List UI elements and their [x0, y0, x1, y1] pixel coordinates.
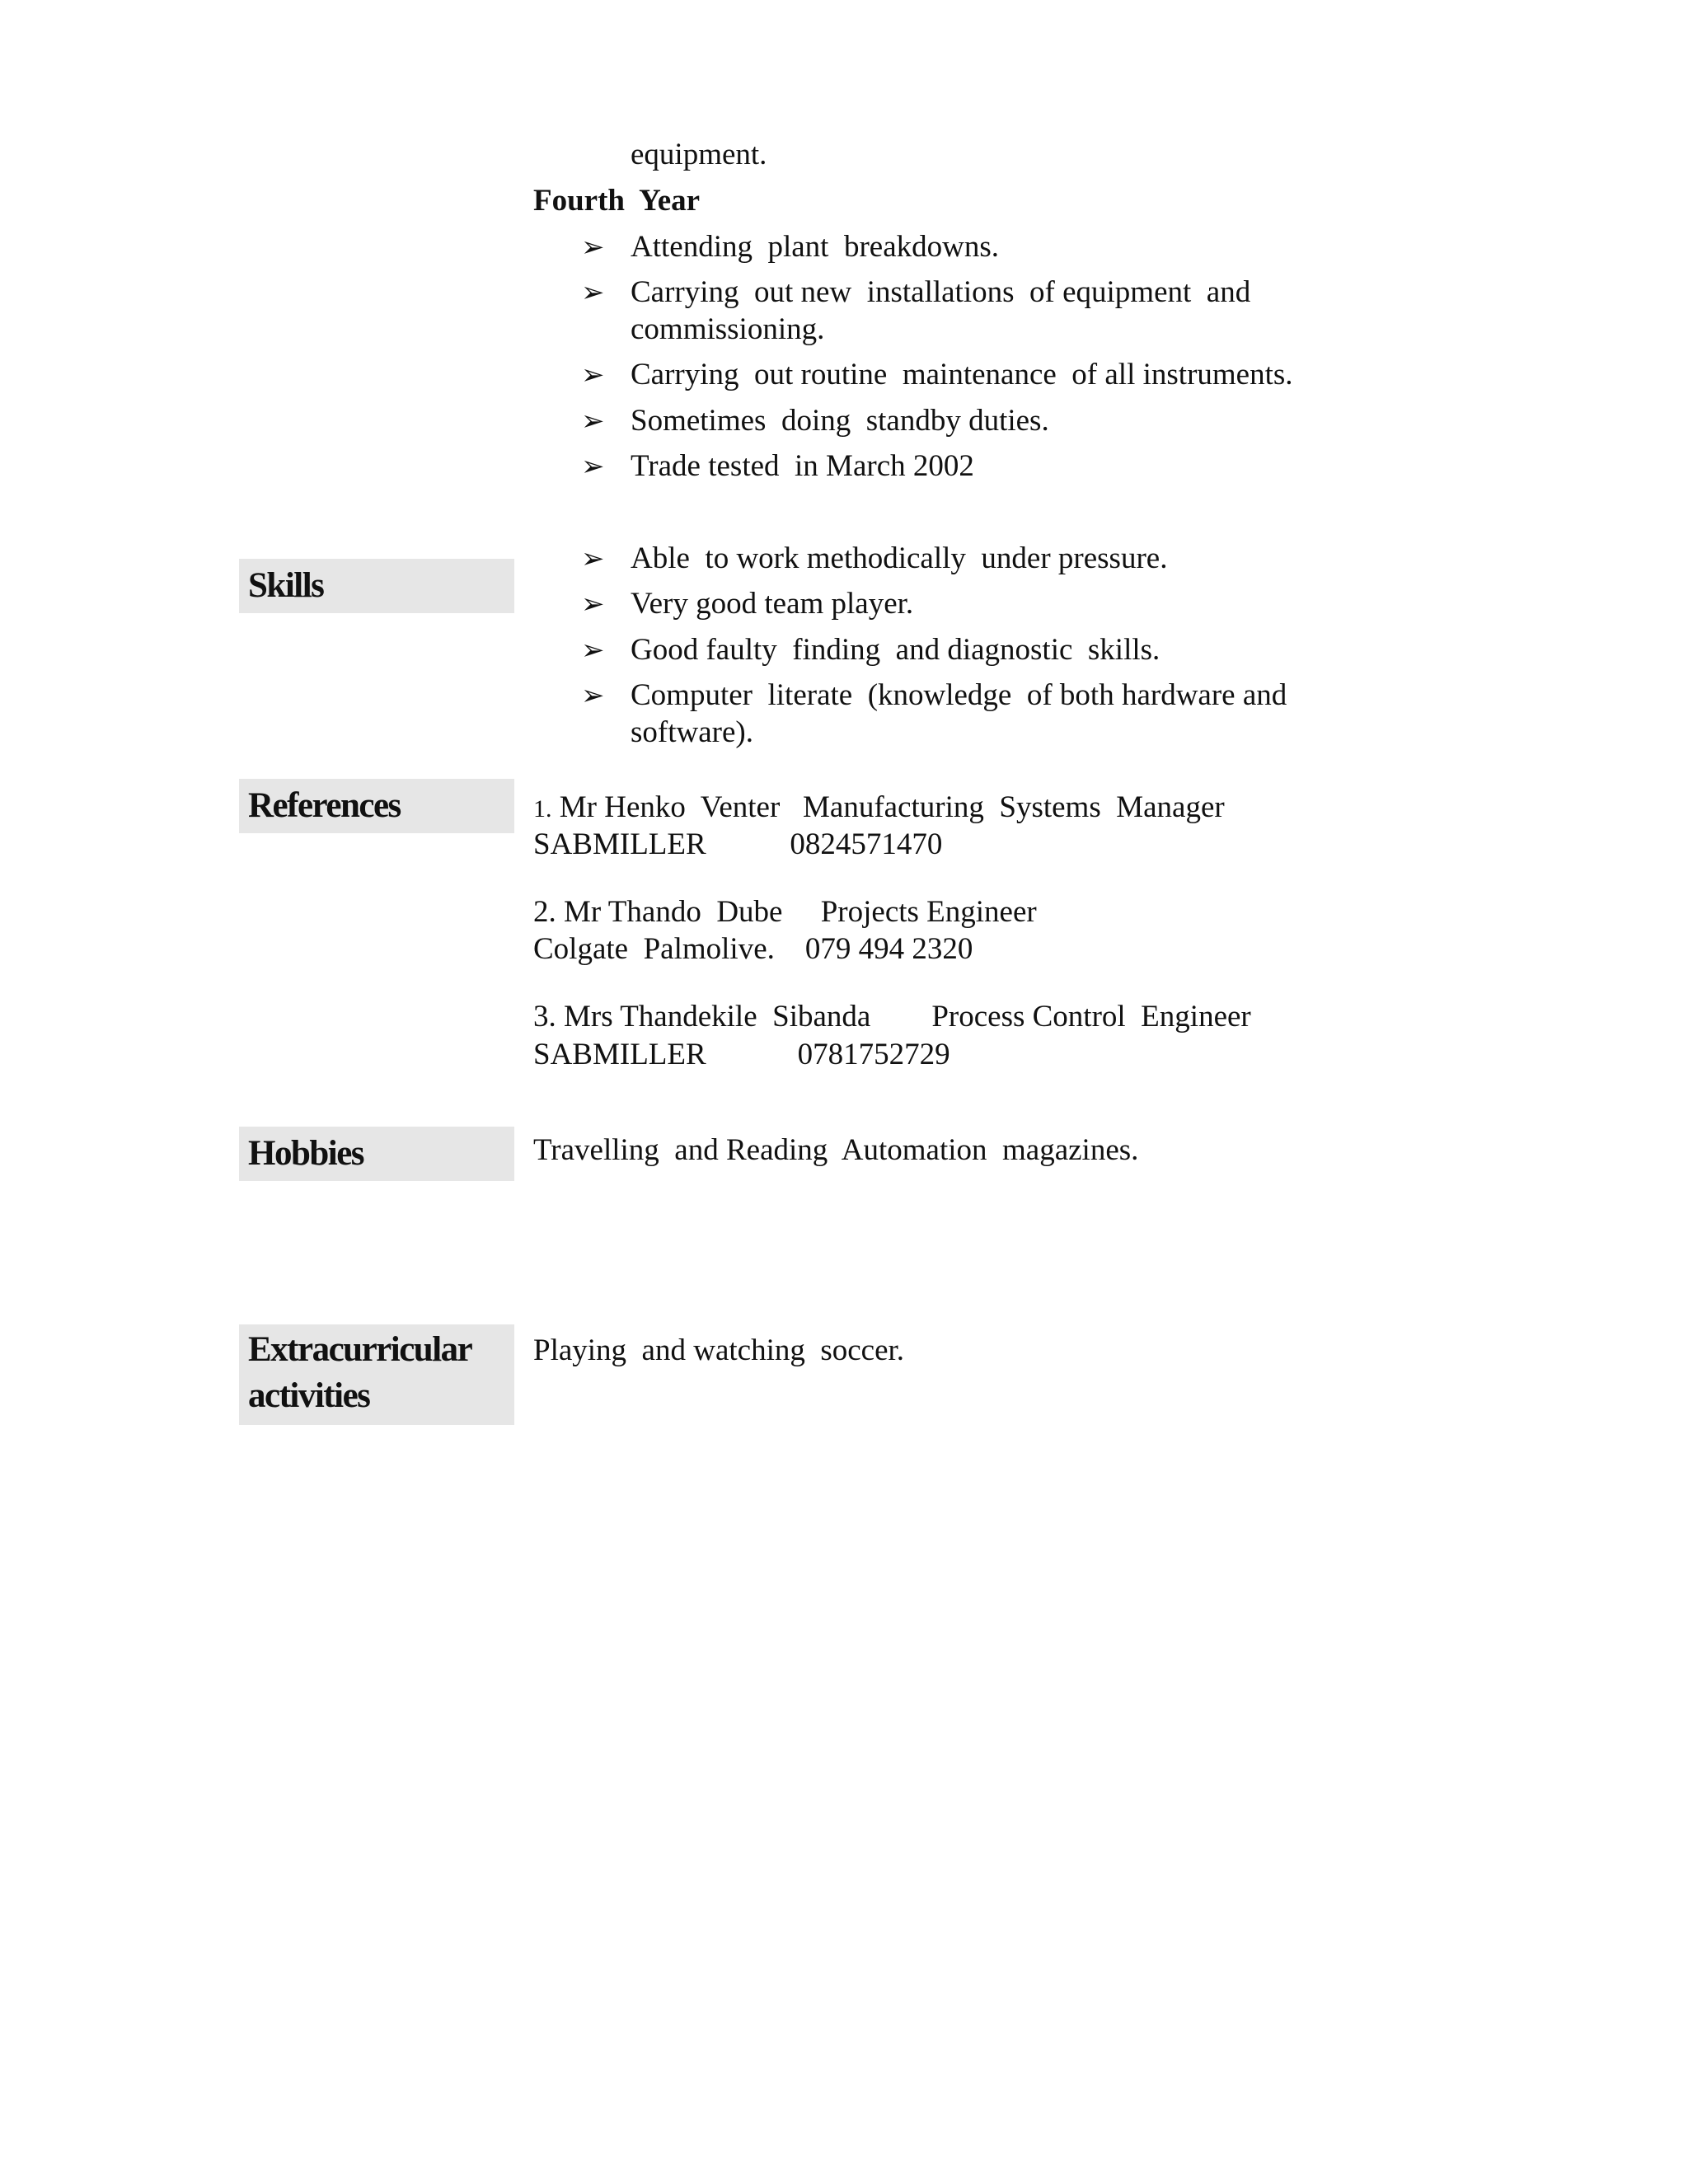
list-item-continuation: software). [631, 715, 753, 749]
list-item: Sometimes doing standby duties. [631, 404, 1049, 438]
hobbies-label [239, 1127, 514, 1181]
skills-label-text: Skills [248, 566, 324, 605]
list-item: Trade tested in March 2002 [631, 449, 974, 483]
continuation-text: equipment. [631, 138, 767, 171]
list-item: Carrying out routine maintenance of all instruments. [631, 358, 1293, 391]
reference-3-line2: SABMILLER 0781752729 [533, 1038, 950, 1071]
reference-number: 1. [533, 795, 552, 823]
fourth-year-heading: Fourth Year [533, 184, 701, 218]
reference-number: 2. [533, 895, 556, 929]
list-item-continuation: commissioning. [631, 312, 825, 346]
reference-1-line2: SABMILLER 0824571470 [533, 827, 943, 861]
list-item: Attending plant breakdowns. [631, 230, 999, 264]
arrowhead-bullet-icon: ➢ [581, 231, 605, 264]
arrowhead-bullet-icon: ➢ [581, 405, 605, 438]
reference-name-title: Mrs Thandekile Sibanda Process Control Engineer [556, 1000, 1251, 1033]
extracurricular-label-line1: Extracurricular [248, 1330, 472, 1369]
arrowhead-bullet-icon: ➢ [581, 359, 605, 391]
arrowhead-bullet-icon: ➢ [581, 679, 605, 712]
reference-2-line1 [533, 894, 1037, 930]
reference-1-line1 [533, 790, 1225, 827]
arrowhead-bullet-icon: ➢ [581, 542, 605, 575]
arrowhead-bullet-icon: ➢ [581, 450, 605, 483]
skills-label [239, 559, 514, 613]
reference-number: 3. [533, 1000, 556, 1033]
arrowhead-bullet-icon: ➢ [581, 634, 605, 667]
list-item: Very good team player. [631, 587, 914, 621]
hobbies-label-text: Hobbies [248, 1134, 364, 1173]
reference-2-line2: Colgate Palmolive. 079 494 2320 [533, 932, 973, 966]
reference-3-line1 [533, 999, 1251, 1035]
arrowhead-bullet-icon: ➢ [581, 588, 605, 621]
references-label-text: References [248, 786, 401, 825]
reference-name-title: Mr Henko Venter Manufacturing Systems Manager [551, 790, 1225, 824]
extracurricular-label [239, 1324, 514, 1425]
references-label [239, 779, 514, 833]
extracurricular-text: Playing and watching soccer. [533, 1333, 905, 1367]
hobbies-text: Travelling and Reading Automation magazines. [533, 1133, 1139, 1167]
list-item: Carrying out new installations of equipment and [631, 275, 1251, 309]
list-item: Computer literate (knowledge of both hardware and [631, 678, 1287, 712]
list-item: Able to work methodically under pressure. [631, 541, 1168, 575]
list-item: Good faulty finding and diagnostic skills. [631, 633, 1160, 667]
reference-name-title: Mr Thando Dube Projects Engineer [556, 895, 1037, 929]
extracurricular-label-line2: activities [248, 1376, 370, 1415]
arrowhead-bullet-icon: ➢ [581, 276, 605, 309]
